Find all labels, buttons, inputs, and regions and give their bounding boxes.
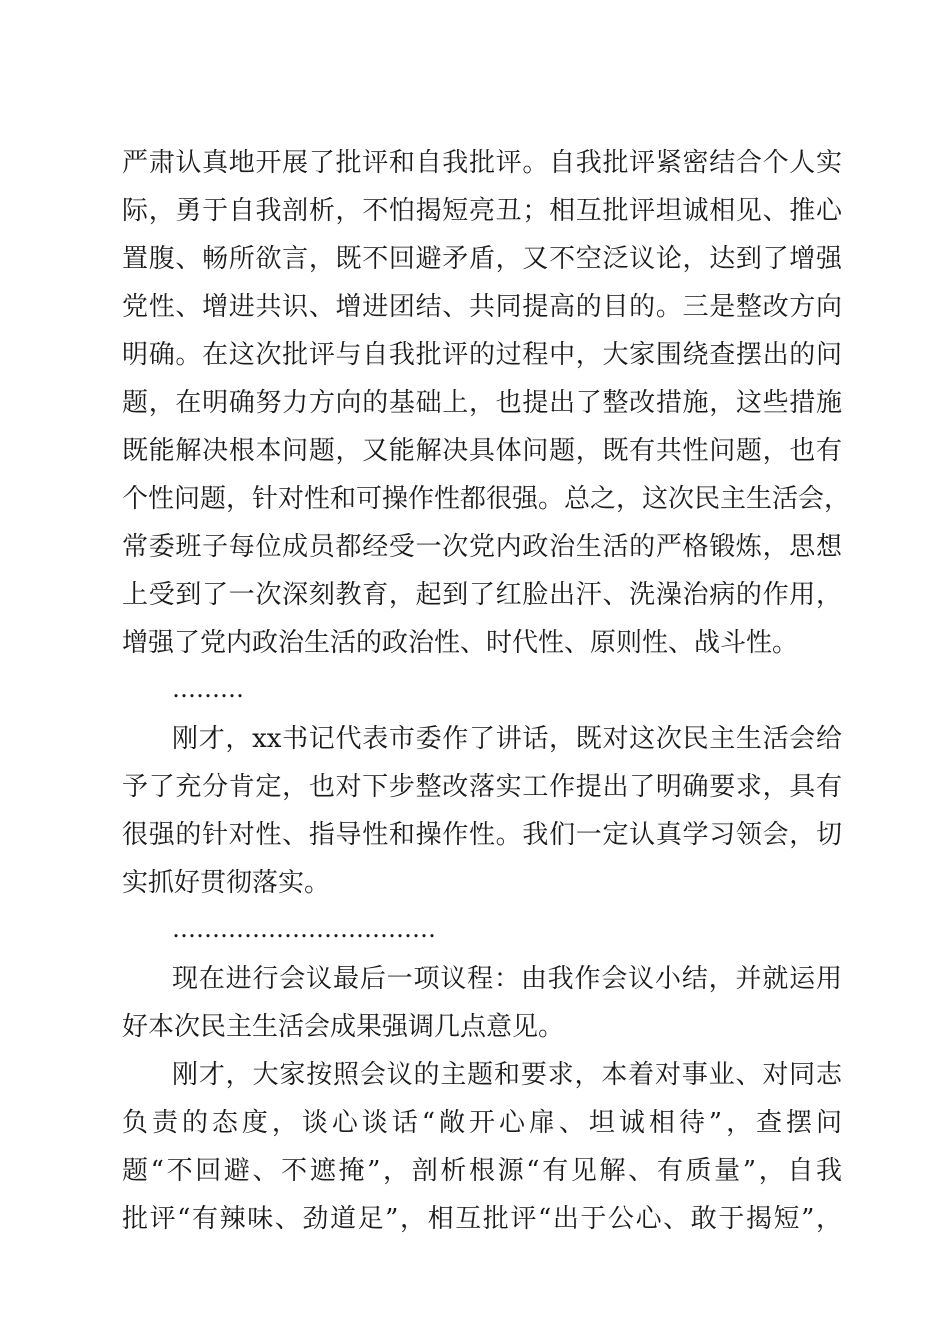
paragraph-1-line-8: 个性问题，针对性和可操作性都很强。总之，这次民主生活会， (122, 484, 851, 514)
paragraph-4-line-2: 负责的态度，谈心谈话“敞开心扉、坦诚相待”，查摆问 (122, 1108, 842, 1138)
paragraph-2-line-2: 予了充分肯定，也对下步整改落实工作提出了明确要求，具有 (122, 772, 842, 802)
ellipsis-separator-1: ……… (172, 675, 244, 703)
paragraph-1-line-5: 明确。在这次批评与自我批评的过程中，大家围绕查摆出的问 (122, 340, 842, 370)
paragraph-3-line-1: 现在进行会议最后一项议程：由我作会议小结，并就运用 (172, 964, 842, 994)
ellipsis-separator-2: …………………………… (172, 915, 436, 943)
paragraph-1-line-1: 严肃认真地开展了批评和自我批评。自我批评紧密结合个人实 (122, 148, 842, 178)
paragraph-1-line-10: 上受到了一次深刻教育，起到了红脸出汗、洗澡治病的作用， (122, 580, 842, 610)
paragraph-4-line-3: 题“不回避、不遮掩”，剖析根源“有见解、有质量”，自我 (122, 1156, 842, 1186)
paragraph-1-line-9: 常委班子每位成员都经受一次党内政治生活的严格锻炼，思想 (122, 532, 842, 562)
paragraph-2-line-4: 实抓好贯彻落实。 (122, 868, 331, 898)
paragraph-3-line-2: 好本次民主生活会成果强调几点意见。 (122, 1012, 565, 1042)
paragraph-1-line-7: 既能解决根本问题，又能解决具体问题，既有共性问题，也有 (122, 436, 842, 466)
paragraph-1-line-11: 增强了党内政治生活的政治性、时代性、原则性、战斗性。 (122, 628, 799, 658)
paragraph-2-line-3: 很强的针对性、指导性和操作性。我们一定认真学习领会，切 (122, 820, 842, 850)
paragraph-1-line-2: 际，勇于自我剖析，不怕揭短亮丑；相互批评坦诚相见、推心 (122, 196, 842, 226)
paragraph-1-line-6: 题，在明确努力方向的基础上，也提出了整改措施，这些措施 (122, 388, 842, 418)
paragraph-2-line-1: 刚才，xx书记代表市委作了讲话，既对这次民主生活会给 (172, 724, 842, 754)
paragraph-4-line-1: 刚才，大家按照会议的主题和要求，本着对事业、对同志 (172, 1060, 842, 1090)
paragraph-4-line-4: 批评“有辣味、劲道足”，相互批评“出于公心、敢于揭短”， (122, 1204, 842, 1234)
paragraph-1-line-3: 置腹、畅所欲言，既不回避矛盾，又不空泛议论，达到了增强 (122, 244, 842, 274)
paragraph-1-line-4: 党性、增进共识、增进团结、共同提高的目的。三是整改方向 (122, 292, 842, 322)
